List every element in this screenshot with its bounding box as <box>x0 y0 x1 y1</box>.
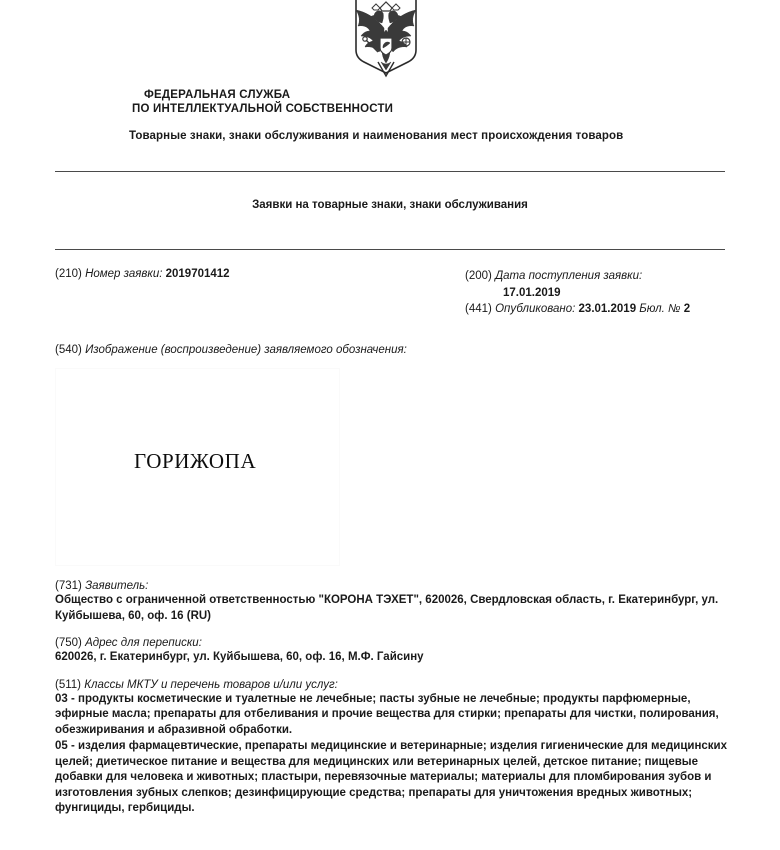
applicant-header <box>55 580 735 592</box>
bibliographic-block <box>0 268 780 328</box>
section-title: Заявки на товарные знаки, знаки обслуживания <box>252 199 528 211</box>
correspondence-label: Адрес для переписки: <box>85 637 202 649</box>
applicant-label: Заявитель: <box>85 580 149 592</box>
application-number-label: Номер заявки: <box>85 268 163 280</box>
agency-header <box>0 88 780 116</box>
bulletin-label: Бюл. № <box>639 303 681 315</box>
dates-block <box>465 268 690 318</box>
inid-code-511: (511) <box>55 678 81 691</box>
trademark-wordmark: ГОРИЖОПА <box>134 449 257 473</box>
correspondence-header <box>55 637 735 649</box>
inid-code-540: (540) <box>55 344 82 356</box>
agency-name-line-1: ФЕДЕРАЛЬНАЯ СЛУЖБА <box>144 89 291 101</box>
mark-image-field <box>0 344 780 356</box>
inid-code-441: (441) <box>465 303 492 315</box>
inid-code-750: (750) <box>55 637 82 649</box>
divider-section <box>55 249 725 250</box>
filing-date-field <box>465 268 690 301</box>
correspondence-value: 620026, г. Екатеринбург, ул. Куйбышева, 60, оф. 16, М.Ф. Гайсину <box>55 651 424 663</box>
applicant-value: Общество с ограниченной ответственностью "КОРОНА ТЭХЕТ", 620026, Свердловская область, г. Екатеринбург, ул. Куйбышева, 60, оф. 16 (RU) <box>55 594 719 622</box>
class-item: 03 - продукты косметические и туалетные не лечебные; пасты зубные не лечебные; продукты парфюмерные, эфирные масла; препараты для отбеливания и прочие вещества для стирки; препараты для чистки, полирования, обезжиривания и абразивной обработки. <box>55 692 719 736</box>
inid-code-200: (200) <box>465 270 492 282</box>
class-item: 05 - изделия фармацевтические, препараты медицинские и ветеринарные; изделия гигиенические для медицинских целей; диетическое питание и вещества для медицинских или ветеринарных целей, детское питание; пищевые добавки для человека и животных; пластыри, перевязочные материалы; материалы для пломбирования зубов и изготовления зубных слепков; дезинфицирующие средства; препараты для уничтожения вредных животных; фунгициды, гербициды. <box>55 740 728 814</box>
correspondence-field <box>0 637 780 666</box>
bulletin-number-value: 2 <box>683 303 691 315</box>
agency-name-line-2: ПО ИНТЕЛЛЕКТУАЛЬНОЙ СОБСТВЕННОСТИ <box>132 103 394 115</box>
publication-field <box>465 301 690 318</box>
mark-image-label: Изображение (воспроизведение) заявляемого обозначения: <box>85 344 407 356</box>
emblem-container <box>0 0 780 86</box>
application-number-field <box>55 268 230 280</box>
applicant-field <box>0 580 780 624</box>
publication-subject: Товарные знаки, знаки обслуживания и наименования мест происхождения товаров <box>129 130 624 142</box>
inid-code-731: (731) <box>55 580 82 592</box>
filing-date-label: Дата поступления заявки: <box>495 270 643 282</box>
publication-date-value: 23.01.2019 <box>578 303 637 315</box>
publication-label: Опубликовано: <box>495 303 576 315</box>
classes-field <box>0 679 780 817</box>
filing-date-value: 17.01.2019 <box>503 286 561 299</box>
divider-top <box>55 171 725 172</box>
inid-code-210: (210) <box>55 268 82 280</box>
classes-label: Классы МКТУ и перечень товаров и/или услуг: <box>84 678 338 691</box>
russian-coat-of-arms-icon <box>338 0 434 86</box>
classes-header <box>55 679 735 691</box>
application-number-value: 2019701412 <box>165 268 230 280</box>
trademark-image-box <box>55 368 340 566</box>
